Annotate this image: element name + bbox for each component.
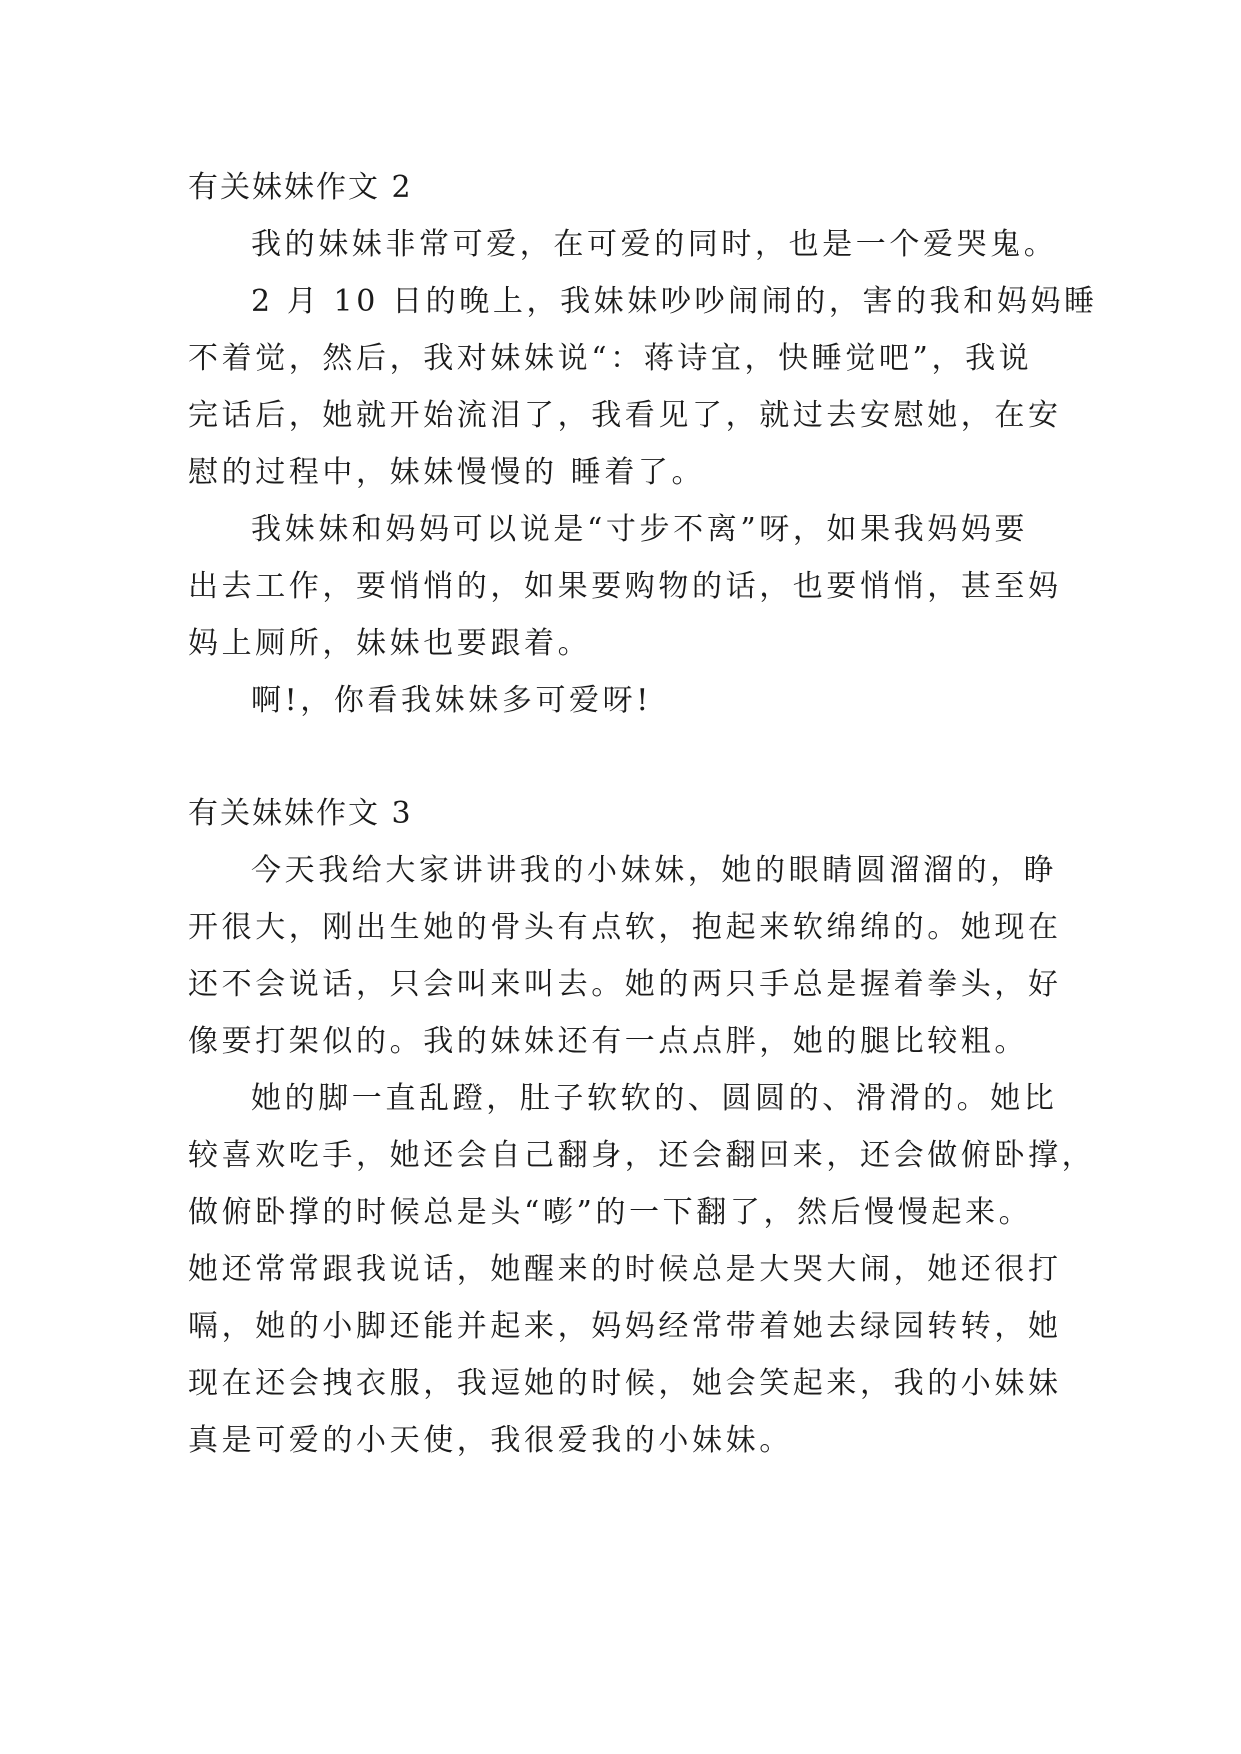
paragraph-line: 2 月 10 日的晚上，我妹妹吵吵闹闹的，害的我和妈妈睡 bbox=[251, 284, 1098, 319]
paragraph-line: 慰的过程中，妹妹慢慢的 睡着了。 bbox=[188, 455, 706, 490]
paragraph-line: 较喜欢吃手，她还会自己翻身，还会翻回来，还会做俯卧撑， bbox=[188, 1138, 1096, 1173]
paragraph-line: 开很大，刚出生她的骨头有点软，抱起来软绵绵的。她现在 bbox=[188, 910, 1062, 945]
paragraph-line: 现在还会拽衣服，我逗她的时候，她会笑起来，我的小妹妹 bbox=[188, 1366, 1062, 1401]
paragraph-line: 她的脚一直乱蹬，肚子软软的、圆圆的、滑滑的。她比 bbox=[251, 1081, 1058, 1116]
essay-2-title: 有关妹妹作文 2 bbox=[188, 170, 413, 205]
paragraph-line: 出去工作，要悄悄的，如果要购物的话，也要悄悄，甚至妈 bbox=[188, 569, 1062, 604]
essay-3-title: 有关妹妹作文 3 bbox=[188, 796, 413, 831]
paragraph-line: 真是可爱的小天使，我很爱我的小妹妹。 bbox=[188, 1423, 793, 1458]
paragraph-line: 今天我给大家讲讲我的小妹妹，她的眼睛圆溜溜的，睁 bbox=[251, 853, 1058, 888]
paragraph-line: 啊!，你看我妹妹多可爱呀! bbox=[251, 683, 652, 718]
paragraph-line: 完话后，她就开始流泪了，我看见了，就过去安慰她，在安 bbox=[188, 398, 1062, 433]
paragraph-line: 还不会说话，只会叫来叫去。她的两只手总是握着拳头，好 bbox=[188, 967, 1062, 1002]
paragraph-line: 她还常常跟我说话，她醒来的时候总是大哭大闹，她还很打 bbox=[188, 1252, 1062, 1287]
paragraph-line: 不着觉，然后，我对妹妹说“：蒋诗宜，快睡觉吧”，我说 bbox=[188, 341, 1033, 376]
paragraph-line: 我的妹妹非常可爱，在可爱的同时，也是一个爱哭鬼。 bbox=[251, 227, 1058, 262]
paragraph-line: 像要打架似的。我的妹妹还有一点点胖，她的腿比较粗。 bbox=[188, 1024, 1028, 1059]
paragraph-line: 做俯卧撑的时候总是头“嘭”的一下翻了，然后慢慢起来。 bbox=[188, 1195, 1033, 1230]
paragraph-line: 妈上厕所，妹妹也要跟着。 bbox=[188, 626, 592, 661]
paragraph-line: 我妹妹和妈妈可以说是“寸步不离”呀，如果我妈妈要 bbox=[251, 512, 1029, 547]
paragraph-line: 嗝，她的小脚还能并起来，妈妈经常带着她去绿园转转，她 bbox=[188, 1309, 1062, 1344]
